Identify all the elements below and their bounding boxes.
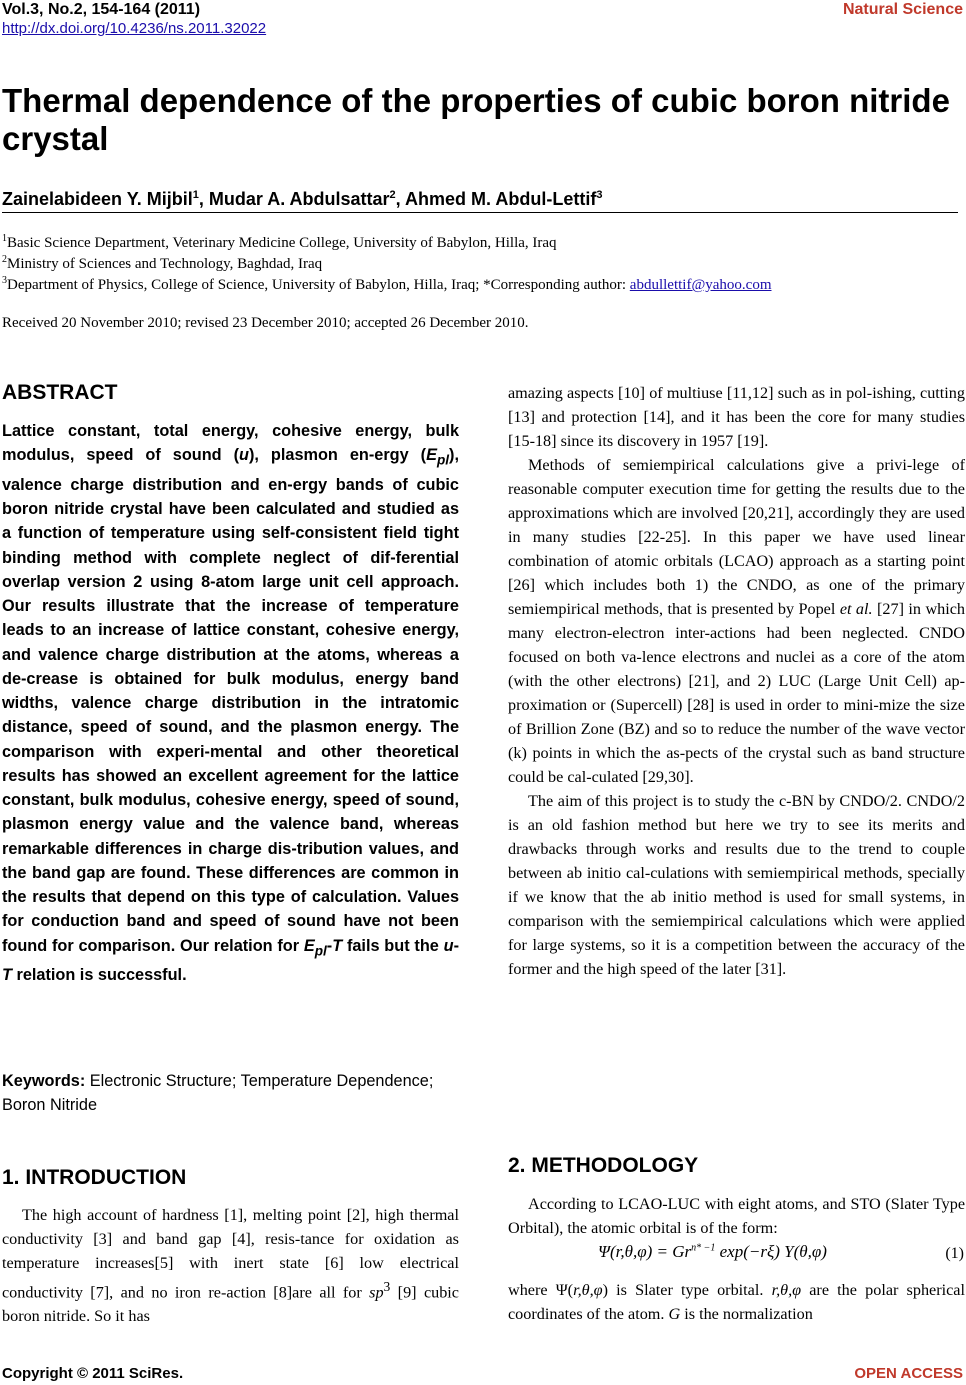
body-text: Methods of semiempirical calculations give a privi-lege of reasonable computer execution time for getting the results due to the approximations which are involved [20,21], accordingly they are used in many studies [22-25]. In this paper we have used linear combination of atomic orbitals (LCAO) approach as a starting point [26] which includes both 1) the CNDO, as one of the primary semiempirical methods, that is presented by Popel [508, 456, 965, 618]
symbol-epl: E [303, 936, 315, 955]
body-text: ) is Slater type orbital. [602, 1281, 772, 1299]
title-divider [2, 212, 958, 213]
affiliation-text: Department of Physics, College of Science, University of Babylon, Hilla, Iraq; *Corresponding author: [7, 277, 630, 293]
copyright: Copyright © 2011 SciRes. [2, 1365, 184, 1382]
abstract-text-run: fails but the [342, 936, 444, 955]
abstract-body [2, 419, 459, 987]
equation-lhs: Ψ(r,θ,φ) = Gr [598, 1242, 692, 1261]
symbol-epl-subscript: pl [436, 452, 450, 468]
symbol-t: T [332, 936, 343, 955]
author-3-affil: 3 [596, 189, 603, 201]
header-left [2, 0, 266, 39]
author-separator: , [198, 189, 209, 209]
body-paragraph: The aim of this project is to study the c-BN by CNDO/2. CNDO/2 is an old fashion method but here we try to see its merits and drawbacks through works and results due to the trend to couple between ab initio cal-culations with semiempirical methods, specially if we know that the ab initio method is used for small systems, in comparison with the semiempirical calculations which were applied for large systems, so it is a competition between the accuracy of the former and the high speed of the later [31]. [508, 792, 965, 978]
variables: r,θ,φ [573, 1281, 603, 1299]
right-column-text [508, 381, 965, 981]
body-paragraph [508, 453, 965, 789]
body-text: is the normalization [680, 1305, 813, 1323]
abstract-text-run: - [453, 936, 459, 955]
et-al: et al. [839, 600, 873, 618]
doi-link[interactable]: http://dx.doi.org/10.4236/ns.2011.32022 [2, 20, 267, 37]
keywords [2, 1069, 459, 1117]
equation-rhs: exp(−rξ) Y(θ,φ) [715, 1242, 827, 1261]
symbol-sp-superscript: 3 [383, 1279, 391, 1294]
author-1: Zainelabideen Y. Mijbil [2, 189, 193, 209]
methodology-paragraph: According to LCAO-LUC with eight atoms, and STO (Slater Type Orbital), the atomic orbital is of the form: [508, 1195, 965, 1237]
abstract-text-run: relation is successful. [11, 966, 187, 984]
keywords-label: Keywords: [2, 1072, 86, 1090]
abstract-text-run: ), plasmon en-ergy ( [248, 446, 427, 465]
body-text: [9] cubic boron nitride. So it has [2, 1283, 459, 1326]
affiliation-number: 2 [2, 254, 7, 265]
corresponding-email-link[interactable]: abdullettif@yahoo.com [629, 277, 772, 293]
symbol-u: u [443, 936, 454, 955]
author-2: Mudar A. Abdulsattar [208, 189, 390, 209]
keywords-text: Electronic Structure; Temperature Dependence; Boron Nitride [2, 1072, 434, 1114]
methodology-heading: 2. METHODOLOGY [508, 1154, 699, 1177]
symbol-epl-subscript: pl [314, 942, 327, 958]
body-text: [27] in which many electron-electron inter-actions had been neglected. CNDO focused on both va-lence electrons and nuclei as a core of the atom (with the other electrons) [21], and 2) LUC (Large Unit Cell) ap-proximation or (Supercell) [28] is used in order to mini-mize the size of Brillion Zone (BZ) and so to reduce the number of the wave vector (k) points in which the as-pects of the crystal such as band structure could be cal-culated [29,30]. [508, 600, 966, 786]
abstract-text-run: ), valence charge distribution and en-ergy bands of cubic boron nitride crystal have been calculated and studied as a function of temperature using self-consistent field tight binding method with complete neglect of dif-ferential overlap version 2 using 8-atom large unit cell approach. Our results illustrate that the increase of temperature leads to an increase of lattice constant, cohesive energy, and valence charge distribution at the atoms, whereas a de-crease is obtained for bulk modulus, energy band widths, valence charge distribution in the intratomic distance, speed of sound, and the plasmon energy. The comparison with experi-mental and other theoretical results has showed an excellent agreement for the lattice constant, bulk modulus, cohesive energy, speed of sound, plasmon energy value and the valence band, whereas remarkable differences in charge dis-tribution values, and the band gap are found. These differences are common in the results that depend on this type of calculation. Values for conduction band and speed of sound have not been found for comparison. Our relation for [2, 446, 459, 955]
body-text: where Ψ( [508, 1281, 574, 1299]
affiliation-text: Basic Science Department, Veterinary Medicine College, University of Babylon, Hilla, Iraq [7, 235, 557, 251]
affiliation-number: 3 [2, 275, 7, 286]
affiliation-3 [2, 271, 772, 295]
methodology-paragraph [508, 1278, 965, 1326]
abstract-text-run: Lattice constant, total energy, cohesive energy, bulk modulus, speed of sound ( [2, 422, 459, 465]
author-3: Ahmed M. Abdul-Lettif [405, 189, 597, 209]
author-2-affil: 2 [389, 189, 396, 201]
journal-name: Natural Science [842, 1, 963, 18]
author-1-affil: 1 [192, 189, 199, 201]
variables: r,θ,φ [771, 1281, 802, 1299]
equation-1 [598, 1242, 827, 1262]
abstract-text-run: - [326, 936, 333, 955]
journal-volume: Vol.3, No.2, 154-164 (2011) [2, 1, 201, 18]
abstract-heading: ABSTRACT [2, 381, 118, 404]
affiliation-text: Ministry of Sciences and Technology, Baghdad, Iraq [7, 256, 323, 272]
variable-g: G [668, 1305, 681, 1323]
open-access-label: OPEN ACCESS [854, 1365, 963, 1382]
body-paragraph: amazing aspects [10] of multiuse [11,12] such as in pol-ishing, cutting [13] and protection [14], and it has been the core for many studies [15-18] since its discovery in 1957 [19]. [508, 384, 965, 450]
introduction-paragraph [2, 1203, 459, 1328]
received-dates: Received 20 November 2010; revised 23 December 2010; accepted 26 December 2010. [2, 315, 529, 331]
symbol-u: u [239, 446, 249, 465]
paper-title: Thermal dependence of the properties of cubic boron nitride crystal [2, 82, 950, 157]
author-separator: , [395, 189, 406, 209]
equation-number: (1) [945, 1245, 964, 1262]
affiliation-number: 1 [2, 233, 7, 244]
symbol-epl: E [426, 446, 437, 465]
equation-exponent: n* −1 [691, 1242, 716, 1254]
symbol-t: T [2, 966, 12, 984]
author-list [2, 184, 602, 210]
body-text: are the polar spherical coordinates of the atom. [508, 1281, 965, 1323]
introduction-heading: 1. INTRODUCTION [2, 1166, 187, 1189]
symbol-sp: sp [369, 1283, 384, 1302]
body-text: The high account of hardness [1], melting point [2], high thermal conductivity [3] and band gap [4], resis-tance for oxidation as temperature increases[5] with inert state [6] low electrical conductivity [7], and no iron re-action [8]are all for [2, 1206, 459, 1302]
